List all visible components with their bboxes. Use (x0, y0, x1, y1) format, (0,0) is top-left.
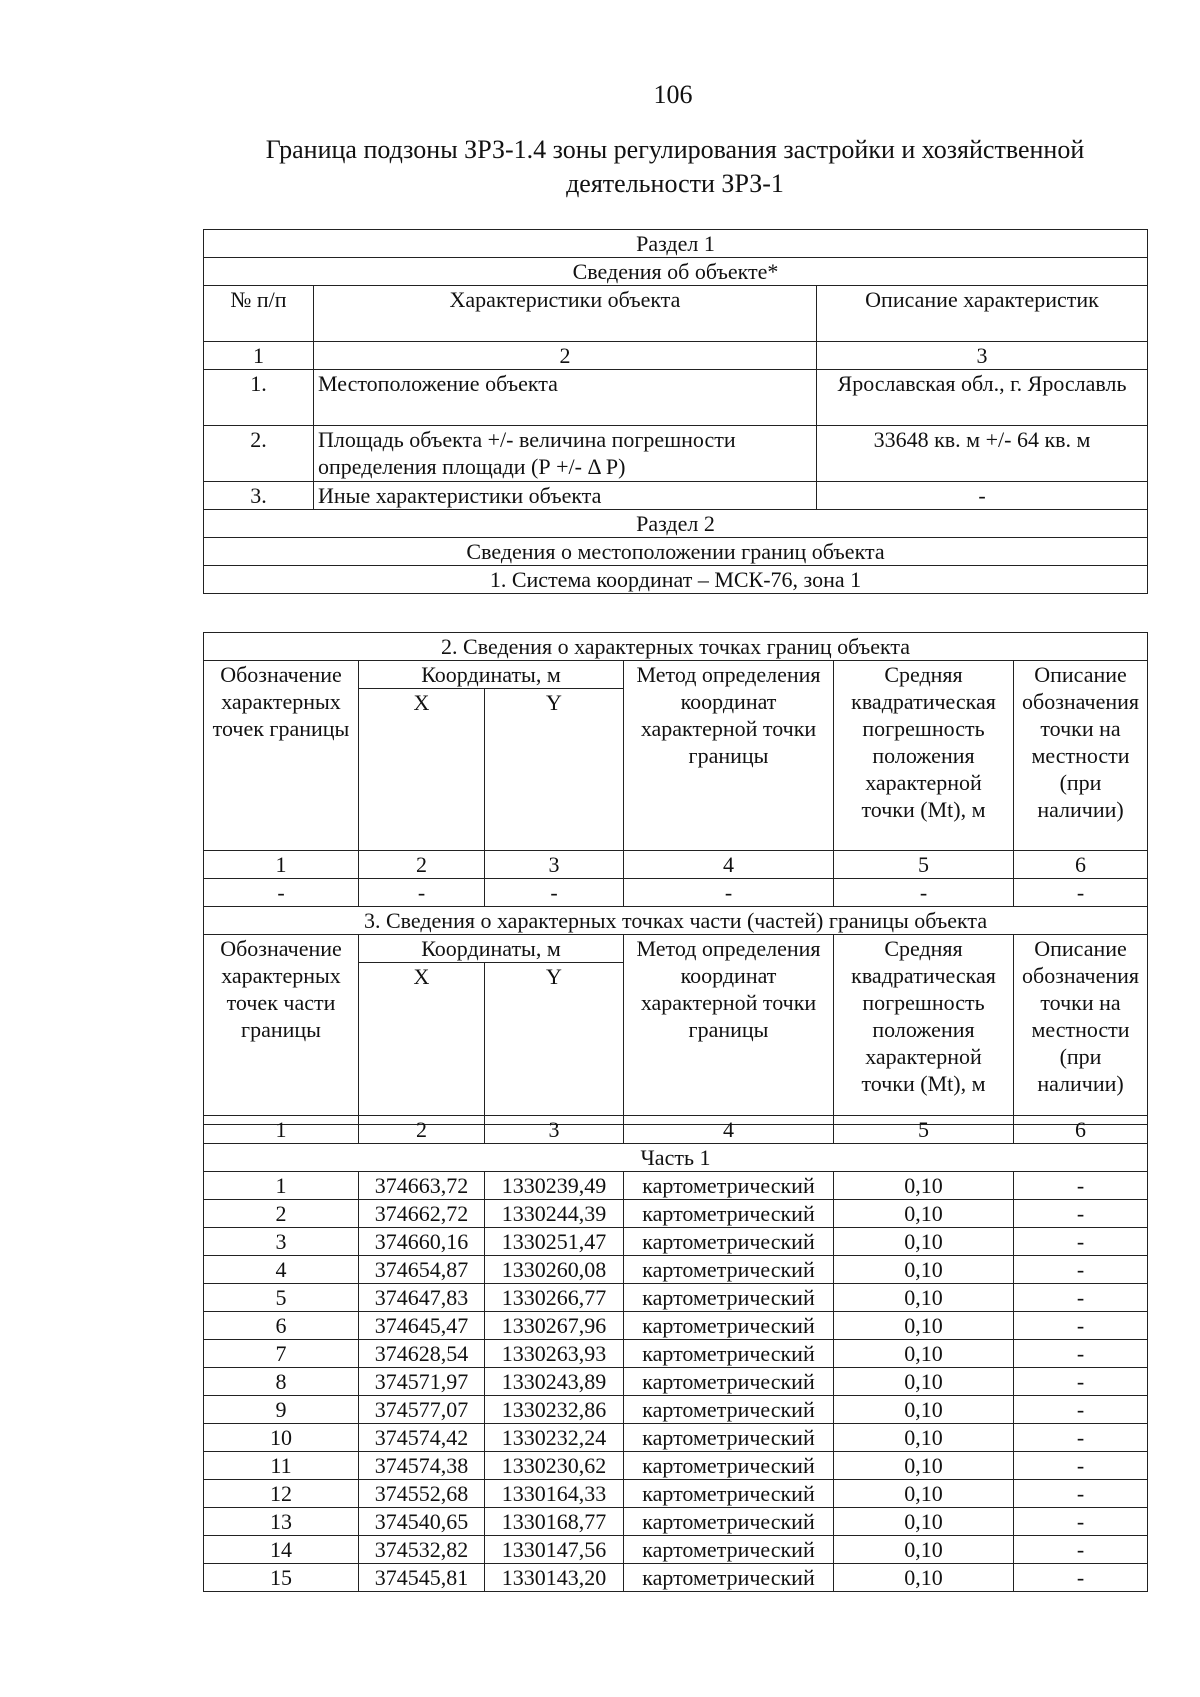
y-coordinate: 1330168,77 (485, 1508, 624, 1536)
empty-cell: - (624, 879, 834, 907)
point-id: 1 (204, 1172, 359, 1200)
method: картометрический (624, 1256, 834, 1284)
method: картометрический (624, 1312, 834, 1340)
method: картометрический (624, 1200, 834, 1228)
header-number: № п/п (204, 286, 314, 342)
section1-heading: Раздел 1 (204, 230, 1148, 258)
y-coordinate: 1330232,24 (485, 1424, 624, 1452)
mean-error: 0,10 (834, 1228, 1014, 1256)
mean-error: 0,10 (834, 1564, 1014, 1592)
row-value: 33648 кв. м +/- 64 кв. м (817, 426, 1148, 482)
row-number: 2. (204, 426, 314, 482)
y-coordinate: 1330251,47 (485, 1228, 624, 1256)
table-row (204, 1200, 1148, 1228)
method: картометрический (624, 1480, 834, 1508)
x-coordinate: 374647,83 (359, 1284, 485, 1312)
y-coordinate: 1330239,49 (485, 1172, 624, 1200)
method: картометрический (624, 1424, 834, 1452)
y-coordinate: 1330244,39 (485, 1200, 624, 1228)
title-line-1: Граница подзоны ЗРЗ-1.4 зоны регулирования застройки и хозяйственной (265, 135, 1085, 164)
header-method: Метод определения координат характерной точки границы (624, 661, 834, 851)
col-number: 3 (485, 1116, 624, 1144)
section2-heading: Раздел 2 (204, 510, 1148, 538)
point-description: - (1014, 1424, 1148, 1452)
point-description: - (1014, 1368, 1148, 1396)
point-id: 12 (204, 1480, 359, 1508)
point-id: 8 (204, 1368, 359, 1396)
x-coordinate: 374540,65 (359, 1508, 485, 1536)
table-row (204, 1368, 1148, 1396)
x-coordinate: 374552,68 (359, 1480, 485, 1508)
col-number: 5 (834, 851, 1014, 879)
empty-cell: - (359, 879, 485, 907)
header-coords: Координаты, м (359, 935, 624, 963)
points-rows (204, 1172, 1148, 1592)
section3-heading: 3. Сведения о характерных точках части (частей) границы объекта (204, 907, 1148, 935)
table-row (204, 1228, 1148, 1256)
section3-points-table (203, 1115, 1148, 1592)
y-coordinate: 1330263,93 (485, 1340, 624, 1368)
point-description: - (1014, 1480, 1148, 1508)
table-row (204, 1256, 1148, 1284)
table-row (204, 1396, 1148, 1424)
x-coordinate: 374532,82 (359, 1536, 485, 1564)
method: картометрический (624, 1228, 834, 1256)
col-number: 3 (485, 851, 624, 879)
mean-error: 0,10 (834, 1480, 1014, 1508)
section1-table (203, 229, 1148, 594)
point-description: - (1014, 1340, 1148, 1368)
col-number: 2 (359, 1116, 485, 1144)
table-row (204, 426, 1148, 482)
mean-error: 0,10 (834, 1200, 1014, 1228)
method: картометрический (624, 1536, 834, 1564)
mean-error: 0,10 (834, 1424, 1014, 1452)
points-heading: 2. Сведения о характерных точках границ объекта (204, 633, 1148, 661)
header-error: Средняя квадратическая погрешность положения характерной точки (Mt), м (834, 661, 1014, 851)
row-name: Местоположение объекта (314, 370, 817, 426)
x-coordinate: 374571,97 (359, 1368, 485, 1396)
row-value: - (817, 482, 1148, 510)
header-y: Y (485, 689, 624, 851)
method: картометрический (624, 1564, 834, 1592)
y-coordinate: 1330266,77 (485, 1284, 624, 1312)
point-id: 11 (204, 1452, 359, 1480)
y-coordinate: 1330147,56 (485, 1536, 624, 1564)
x-coordinate: 374574,42 (359, 1424, 485, 1452)
point-id: 9 (204, 1396, 359, 1424)
header-y: Y (485, 963, 624, 1125)
point-id: 7 (204, 1340, 359, 1368)
table-row (204, 1480, 1148, 1508)
point-description: - (1014, 1536, 1148, 1564)
point-id: 6 (204, 1312, 359, 1340)
x-coordinate: 374574,38 (359, 1452, 485, 1480)
method: картометрический (624, 1284, 834, 1312)
page-number: 106 (653, 80, 693, 109)
point-description: - (1014, 1200, 1148, 1228)
x-coordinate: 374654,87 (359, 1256, 485, 1284)
mean-error: 0,10 (834, 1172, 1014, 1200)
table-row (204, 1340, 1148, 1368)
x-coordinate: 374662,72 (359, 1200, 485, 1228)
point-id: 3 (204, 1228, 359, 1256)
method: картометрический (624, 1172, 834, 1200)
point-id: 4 (204, 1256, 359, 1284)
header-designation: Обозначение характерных точек части границы (204, 935, 359, 1125)
header-coords: Координаты, м (359, 661, 624, 689)
point-description: - (1014, 1564, 1148, 1592)
row-number: 3. (204, 482, 314, 510)
table-row (204, 1508, 1148, 1536)
y-coordinate: 1330230,62 (485, 1452, 624, 1480)
y-coordinate: 1330143,20 (485, 1564, 624, 1592)
empty-cell: - (834, 879, 1014, 907)
x-coordinate: 374663,72 (359, 1172, 485, 1200)
section2-points-table (203, 632, 1148, 1125)
mean-error: 0,10 (834, 1312, 1014, 1340)
point-id: 15 (204, 1564, 359, 1592)
document-title (205, 133, 1145, 201)
col-number: 1 (204, 1116, 359, 1144)
point-description: - (1014, 1452, 1148, 1480)
table-row (204, 1452, 1148, 1480)
y-coordinate: 1330260,08 (485, 1256, 624, 1284)
header-description: Описание характеристик (817, 286, 1148, 342)
point-description: - (1014, 1508, 1148, 1536)
x-coordinate: 374660,16 (359, 1228, 485, 1256)
empty-cell: - (1014, 879, 1148, 907)
row-number: 1. (204, 370, 314, 426)
y-coordinate: 1330243,89 (485, 1368, 624, 1396)
table-row (204, 370, 1148, 426)
mean-error: 0,10 (834, 1368, 1014, 1396)
title-line-2: деятельности ЗРЗ-1 (566, 169, 784, 198)
x-coordinate: 374628,54 (359, 1340, 485, 1368)
mean-error: 0,10 (834, 1396, 1014, 1424)
header-characteristics: Характеристики объекта (314, 286, 817, 342)
mean-error: 0,10 (834, 1340, 1014, 1368)
empty-cell: - (485, 879, 624, 907)
header-x: X (359, 963, 485, 1125)
method: картометрический (624, 1396, 834, 1424)
point-description: - (1014, 1172, 1148, 1200)
point-id: 5 (204, 1284, 359, 1312)
point-description: - (1014, 1396, 1148, 1424)
row-name: Площадь объекта +/- величина погрешности определения площади (Р +/- Δ Р) (314, 426, 817, 482)
point-description: - (1014, 1228, 1148, 1256)
table-row (204, 1564, 1148, 1592)
point-id: 10 (204, 1424, 359, 1452)
col-number: 2 (359, 851, 485, 879)
col-number: 1 (204, 342, 314, 370)
point-description: - (1014, 1284, 1148, 1312)
col-number: 2 (314, 342, 817, 370)
point-id: 14 (204, 1536, 359, 1564)
header-designation: Обозначение характерных точек границы (204, 661, 359, 851)
table-row (204, 1536, 1148, 1564)
row-name: Иные характеристики объекта (314, 482, 817, 510)
col-number: 4 (624, 851, 834, 879)
table-row (204, 1424, 1148, 1452)
header-point-description: Описание обозначения точки на местности (при наличии) (1014, 935, 1148, 1125)
y-coordinate: 1330232,86 (485, 1396, 624, 1424)
table-row (204, 1284, 1148, 1312)
mean-error: 0,10 (834, 1536, 1014, 1564)
method: картометрический (624, 1452, 834, 1480)
col-number: 6 (1014, 851, 1148, 879)
table-row (204, 1312, 1148, 1340)
method: картометрический (624, 1368, 834, 1396)
method: картометрический (624, 1340, 834, 1368)
mean-error: 0,10 (834, 1284, 1014, 1312)
section2-subheading: Сведения о местоположении границ объекта (204, 538, 1148, 566)
header-point-description: Описание обозначения точки на местности (при наличии) (1014, 661, 1148, 851)
header-x: X (359, 689, 485, 851)
row-value: Ярославская обл., г. Ярославль (817, 370, 1148, 426)
y-coordinate: 1330267,96 (485, 1312, 624, 1340)
x-coordinate: 374645,47 (359, 1312, 485, 1340)
empty-cell: - (204, 879, 359, 907)
method: картометрический (624, 1508, 834, 1536)
table-row (204, 879, 1148, 907)
table-row (204, 482, 1148, 510)
x-coordinate: 374545,81 (359, 1564, 485, 1592)
point-id: 2 (204, 1200, 359, 1228)
point-description: - (1014, 1256, 1148, 1284)
header-method: Метод определения координат характерной точки границы (624, 935, 834, 1125)
point-id: 13 (204, 1508, 359, 1536)
col-number: 6 (1014, 1116, 1148, 1144)
part-label: Часть 1 (204, 1144, 1148, 1172)
section1-subheading: Сведения об объекте* (204, 258, 1148, 286)
coordinate-system: 1. Система координат – МСК-76, зона 1 (204, 566, 1148, 594)
x-coordinate: 374577,07 (359, 1396, 485, 1424)
mean-error: 0,10 (834, 1256, 1014, 1284)
col-number: 5 (834, 1116, 1014, 1144)
y-coordinate: 1330164,33 (485, 1480, 624, 1508)
point-description: - (1014, 1312, 1148, 1340)
col-number: 4 (624, 1116, 834, 1144)
header-error: Средняя квадратическая погрешность положения характерной точки (Mt), м (834, 935, 1014, 1125)
mean-error: 0,10 (834, 1452, 1014, 1480)
col-number: 3 (817, 342, 1148, 370)
col-number: 1 (204, 851, 359, 879)
mean-error: 0,10 (834, 1508, 1014, 1536)
table-row (204, 1172, 1148, 1200)
